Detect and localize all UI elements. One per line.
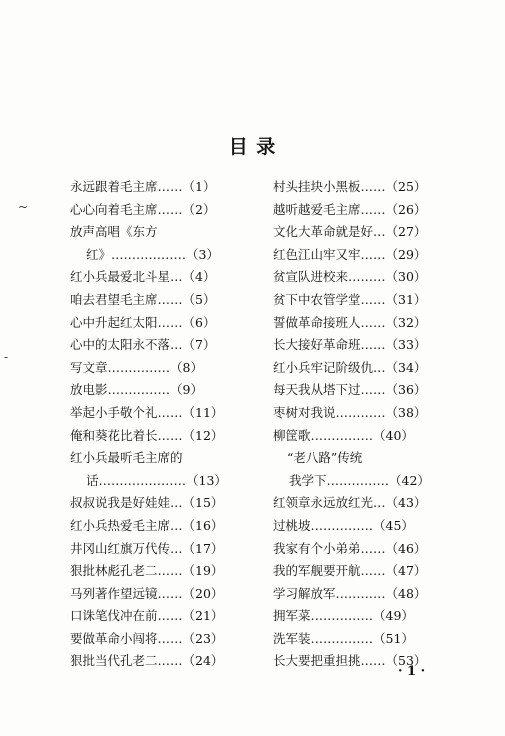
toc-left-column	[70, 176, 246, 673]
toc-entry: 柳筐歌……………（40）	[273, 427, 414, 443]
toc-entry: 红小兵牢记阶级仇…（34）	[273, 359, 427, 375]
toc-entry: 拥军菜……………（49）	[273, 608, 414, 624]
toc-entry: 过桃坡……………（45）	[273, 517, 414, 533]
toc-entry: 我的军舰要开航……（47）	[273, 563, 427, 579]
toc-entry: 狠批林彪孔老二……（19）	[70, 563, 224, 579]
toc-entry-continuation: 我学下……………（42）	[289, 472, 430, 488]
toc-entry: 越听越爱毛主席……（26）	[273, 201, 427, 217]
toc-entry: 叔叔说我是好娃娃…（15）	[70, 495, 224, 511]
toc-entry: 永远跟着毛主席……（1）	[70, 179, 216, 194]
page-number: · 1 ·	[398, 664, 426, 679]
toc-entry: 长大要把重担挑……（53）	[273, 653, 427, 669]
toc-right-column	[273, 176, 451, 673]
toc-entry: 贫下中农管学堂……（31）	[273, 291, 427, 307]
toc-entry: 心中的太阳永不落…（7）	[70, 337, 216, 353]
toc-entry: 红小兵热爱毛主席…（16）	[70, 517, 224, 533]
toc-entry: 红小兵最爱北斗星…（4）	[70, 269, 216, 285]
margin-dash-mark: -	[4, 350, 9, 364]
toc-entry: 井冈山红旗万代传…（17）	[70, 540, 224, 556]
toc-entry: 马列著作望远镜……（20）	[70, 585, 224, 601]
toc-entry: 写文章……………（8）	[70, 359, 203, 375]
toc-entry: 要做革命小闯将……（23）	[70, 630, 224, 646]
toc-entry: 洗军装……………（51）	[273, 630, 414, 646]
toc-title: 目 录	[228, 136, 277, 158]
toc-entry: 放电影……………（9）	[70, 382, 203, 398]
toc-entry: 举起小手敬个礼……（11）	[70, 404, 224, 420]
toc-entry: 俺和葵花比着长……（12）	[70, 427, 224, 443]
toc-entry: 心心向着毛主席……（2）	[70, 201, 216, 217]
toc-entry: 村头挂块小黑板……（25）	[273, 179, 427, 194]
toc-entry: 贫宣队进校来………（30）	[273, 269, 427, 285]
toc-entry: 心中升起红太阳……（6）	[70, 314, 216, 330]
toc-entry: 长大接好革命班……（33）	[273, 337, 427, 353]
toc-entry-continuation: 红》………………（3）	[86, 246, 219, 262]
toc-entry: 红色江山牢又牢……（29）	[273, 246, 427, 262]
toc-entry: 枣树对我说…………（38）	[273, 404, 427, 420]
toc-entry: 学习解放军…………（48）	[273, 585, 427, 601]
toc-entry: 放声高唱《东方	[70, 224, 158, 240]
toc-entry: 我家有个小弟弟……（46）	[273, 540, 427, 556]
toc-entry: 口诛笔伐冲在前……（21）	[70, 608, 224, 624]
toc-entry: 红领章永远放红光…（43）	[273, 495, 427, 511]
toc-entry: 咱去君望毛主席……（5）	[70, 291, 216, 307]
toc-entry: 狠批当代孔老二……（24）	[70, 653, 224, 669]
toc-entry-continuation: 话…………………（13）	[86, 472, 227, 488]
toc-entry: 每天我从塔下过……（36）	[273, 382, 427, 398]
toc-entry: 红小兵最听毛主席的	[70, 450, 183, 466]
toc-entry: 文化大革命就是好…（27）	[273, 224, 427, 240]
margin-dash-mark: ~	[18, 200, 29, 214]
toc-entry: “老八路”传统	[287, 450, 363, 466]
toc-entry: 誓做革命接班人……（32）	[273, 314, 427, 330]
